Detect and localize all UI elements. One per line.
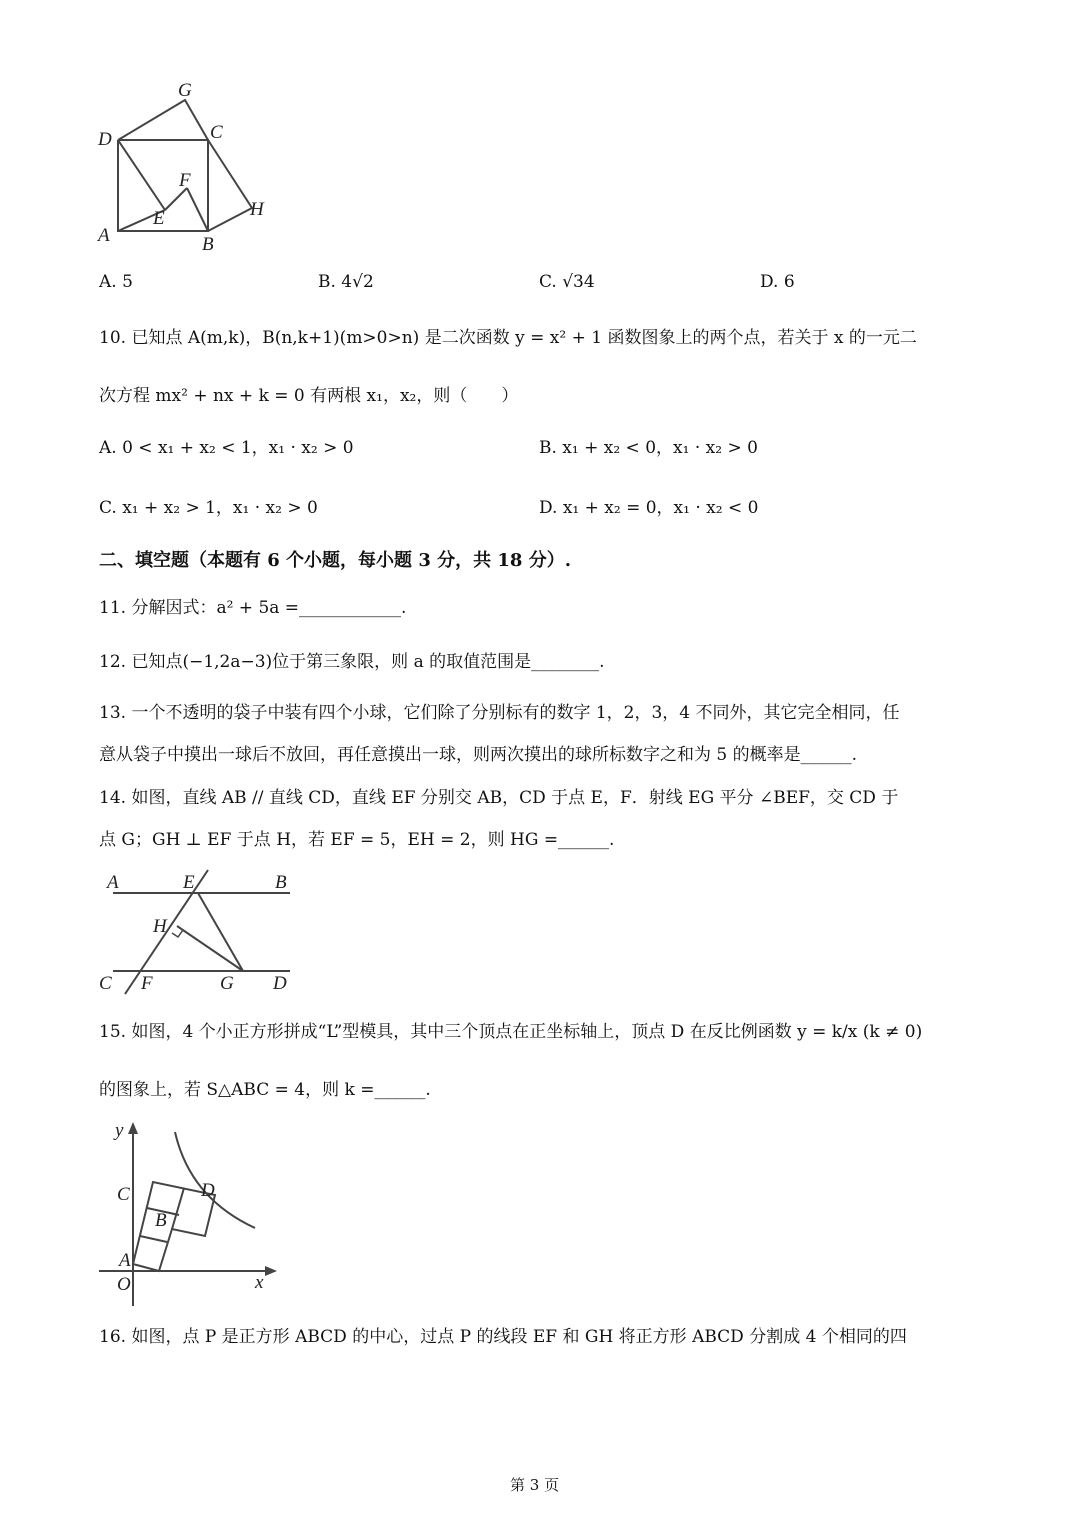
q14-line2: 点 G；GH ⊥ EF 于点 H，若 EF = 5，EH = 2，则 HG =______. [99, 830, 615, 850]
q10-option-b: B. x₁ + x₂ < 0，x₁ · x₂ > 0 [539, 438, 758, 458]
label-b: B [202, 234, 214, 255]
q15-line2: 的图象上，若 S△ABC = 4，则 k =______. [99, 1080, 431, 1100]
q13-line1: 13. 一个不透明的袋子中装有四个小球，它们除了分别标有的数字 1，2，3，4 不同外，其它完全相同，任 [99, 703, 900, 723]
page-number: 第 3 页 [510, 1476, 560, 1494]
q11: 11. 分解因式：a² + 5a =____________. [99, 598, 407, 618]
label-h: H [153, 916, 167, 937]
label-c: C [117, 1184, 130, 1205]
l-shape-divider-3 [140, 1236, 167, 1242]
q16-line1: 16. 如图，点 P 是正方形 ABCD 的中心，过点 P 的线段 EF 和 GH 将正方形 ABCD 分割成 4 个相同的四 [99, 1327, 907, 1347]
label-f: F [141, 973, 153, 994]
triangle-dgc [118, 100, 208, 140]
q9-option-b: B. 4√2 [318, 272, 374, 292]
q10-option-c: C. x₁ + x₂ > 1，x₁ · x₂ > 0 [99, 498, 318, 518]
segment-de [118, 140, 165, 210]
label-f: F [179, 170, 191, 191]
q9-option-a: A. 5 [99, 272, 133, 292]
q9-option-c: C. √34 [539, 272, 595, 292]
q10-line1: 10. 已知点 A(m,k)，B(n,k+1)(m>0>n) 是二次函数 y = x² + 1 函数图象上的两个点，若关于 x 的一元二 [99, 328, 917, 348]
q14-line1: 14. 如图，直线 AB // 直线 CD，直线 EF 分别交 AB，CD 于点 E，F．射线 EG 平分 ∠BEF，交 CD 于 [99, 788, 899, 808]
right-angle-mark [172, 930, 183, 937]
label-o: O [117, 1274, 131, 1295]
triangle-chb [208, 140, 252, 231]
y-axis-arrow [128, 1122, 138, 1134]
x-axis-arrow [265, 1266, 277, 1276]
q14-figure [95, 868, 315, 998]
label-d: D [201, 1180, 215, 1201]
q10-option-d: D. x₁ + x₂ = 0，x₁ · x₂ < 0 [539, 498, 759, 518]
ray-eg [198, 893, 243, 971]
label-d: D [98, 129, 112, 150]
label-h: H [250, 199, 264, 220]
label-d: D [273, 973, 287, 994]
segment-ef [165, 188, 187, 210]
label-g: G [220, 973, 234, 994]
label-a: A [107, 872, 119, 893]
q12: 12. 已知点(−1,2a−3)位于第三象限，则 a 的取值范围是________. [99, 652, 605, 672]
segment-fb [187, 188, 208, 231]
label-c: C [210, 122, 223, 143]
label-b: B [155, 1210, 167, 1231]
label-e: E [153, 208, 165, 229]
label-y: y [115, 1120, 124, 1141]
q15-line1: 15. 如图，4 个小正方形拼成“L”型模具，其中三个顶点在正坐标轴上，顶点 D 在反比例函数 y = k/x (k ≠ 0) [99, 1022, 923, 1042]
label-x: x [255, 1272, 264, 1293]
l-shape-divider-1 [172, 1188, 184, 1229]
q10-option-a: A. 0 < x₁ + x₂ < 1，x₁ · x₂ > 0 [99, 438, 354, 458]
q9-figure [90, 78, 290, 258]
q9-option-d: D. 6 [760, 272, 795, 292]
q10-line2: 次方程 mx² + nx + k = 0 有两根 x₁，x₂，则（ ） [99, 386, 519, 406]
label-a: A [119, 1250, 131, 1271]
label-g: G [178, 80, 192, 101]
q13-line2: 意从袋子中摸出一球后不放回，再任意摸出一球，则两次摸出的球所标数字之和为 5 的概率是______. [99, 745, 858, 765]
q15-figure [95, 1118, 285, 1308]
label-b: B [275, 872, 287, 893]
label-c: C [99, 973, 112, 994]
segment-hg [177, 926, 243, 971]
hyperbola-curve [175, 1132, 255, 1228]
section-2-heading: 二、填空题（本题有 6 个小题，每小题 3 分，共 18 分）. [99, 550, 571, 571]
label-a: A [98, 225, 110, 246]
label-e: E [183, 872, 195, 893]
